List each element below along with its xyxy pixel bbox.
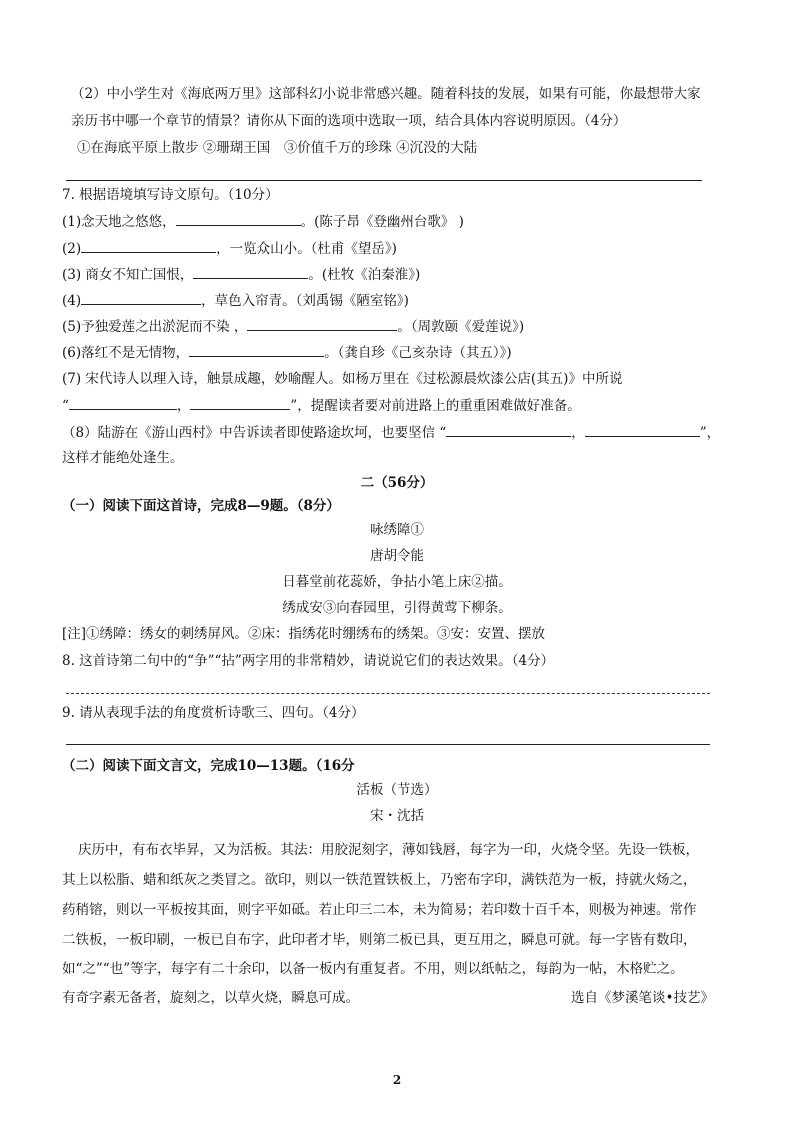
prose-line: 庆历中，有布衣毕昇，又为活板。其法：用胶泥刻字，薄如钱唇，每字为一印，火烧令坚。先设一铁板， xyxy=(78,842,699,858)
q7-item-3 xyxy=(62,264,420,285)
comma: ， xyxy=(571,425,585,441)
q7-item-5-source: 。（周敦颐《爱莲说》) xyxy=(397,319,525,335)
q7-item-5-text: (5)予独爱莲之出淤泥而不染 ， xyxy=(62,319,248,335)
fill-blank[interactable] xyxy=(193,264,308,279)
q7-title: 7. 根据语境填写诗文原句。（10分） xyxy=(62,187,279,203)
q7-item-8-cont: 这样才能绝处逢生。 xyxy=(62,450,184,466)
prose-line: 如“之”“也”等字，每字有二十余印，以备一板内有重复者。不用，则以纸帖之，每韵为一帖，木格贮之。 xyxy=(62,961,684,977)
q7-item-2 xyxy=(62,238,397,259)
prose-line: 二铁板，一板印刷，一板已自布字，此印者才毕，则第二板已具，更互用之，瞬息可就。每一字皆有数印， xyxy=(62,932,697,948)
prose-line: 有奇字素无备者，旋刻之，以草火烧，瞬息可成。 xyxy=(62,990,359,1006)
q7-item-1-source: 。(陈子昂《登幽州台歌》 ) xyxy=(300,214,464,230)
q7-item-2-text: ，一览众山小。（杜甫《望岳》) xyxy=(216,241,397,257)
q7-item-3-source: 。(杜牧《泊秦淮》) xyxy=(308,267,421,283)
q7-item-2-num: (2) xyxy=(62,241,82,257)
q7-item-6-source: 。（龚自珍《己亥杂诗（其五）》) xyxy=(324,345,512,361)
q6-2-line1: （2）中小学生对《海底两万里》这部科幻小说非常感兴趣。随着科技的发展，如果有可能，你最想带大家 xyxy=(71,86,701,102)
fill-blank[interactable] xyxy=(585,422,700,437)
fill-blank[interactable] xyxy=(176,211,301,226)
q7-item-7: (7) 宋代诗人以理入诗，触景成趣，妙喻醒人。如杨万里在《过松源晨炊漆公店(其五)》中所说 xyxy=(62,371,623,387)
quote-open: “ xyxy=(62,398,69,414)
q7-item-4-text: ，草色入帘青。（刘禹锡《陋室铭》) xyxy=(201,293,409,309)
poem-notes: [注]①绣障：绣女的刺绣屏风。②床：指绣花时绷绣布的绣架。③安：安置、摆放 xyxy=(62,626,546,642)
q7-item-4 xyxy=(62,290,409,311)
answer-line xyxy=(66,744,710,745)
fill-blank[interactable] xyxy=(189,342,324,357)
q8: 8. 这首诗第二句中的“争”“拈”两字用的非常精妙，请说说它们的表达效果。（4分） xyxy=(62,653,555,669)
part2-heading: （二）阅读下面文言文，完成10—13题。（16分 xyxy=(62,758,355,774)
q9: 9. 请从表现手法的角度赏析诗歌三、四句。（4分） xyxy=(62,705,365,721)
prose-line: 其上以松脂、蜡和纸灰之类冒之。欲印，则以一铁范置铁板上，乃密布字印，满铁范为一板，持就火炀之， xyxy=(62,872,697,888)
poem-line-2: 绣成安③向春园里，引得黄莺下柳条。 xyxy=(282,600,512,616)
q7-item-4-num: (4) xyxy=(62,293,82,309)
prose-author: 宋・沈括 xyxy=(370,808,424,824)
poem-author: 唐胡令能 xyxy=(370,548,424,564)
q7-item-8-text: （8）陆游在《游山西村》中告诉读者即使路途坎坷，也要坚信 “ xyxy=(62,425,447,441)
page-number: 2 xyxy=(392,1073,402,1087)
fill-blank[interactable] xyxy=(247,316,397,331)
q7-item-6 xyxy=(62,342,512,363)
q7-item-7-end: ”，提醒读者要对前进路上的重重困难做好准备。 xyxy=(290,398,581,414)
q7-item-7-cont xyxy=(62,395,581,416)
q7-item-6-text: (6)落红不是无情物， xyxy=(62,345,190,361)
q7-item-1-text: (1)念天地之悠悠， xyxy=(62,214,176,230)
prose-line: 药稍镕，则以一平板按其面，则字平如砥。若止印三二本，未为简易；若印数十百千本，则极为神速。常作 xyxy=(62,902,697,918)
q7-item-3-text: (3) 商女不知亡国恨， xyxy=(62,267,194,283)
q7-item-8 xyxy=(62,422,720,443)
poem-title: 咏绣障① xyxy=(370,522,424,538)
fill-blank[interactable] xyxy=(190,395,290,410)
q6-2-line2: 亲历书中哪一个章节的情景？请你从下面的选项中选取一项，结合具体内容说明原因。（4分） xyxy=(71,113,627,129)
fill-blank[interactable] xyxy=(69,395,177,410)
fill-blank[interactable] xyxy=(446,422,571,437)
answer-line xyxy=(66,693,710,694)
section-heading: 二（56分） xyxy=(360,475,434,491)
q7-item-8-end: ”， xyxy=(699,425,721,441)
q6-2-options: ①在海底平原上散步 ②珊瑚王国 ③价值千万的珍珠 ④沉没的大陆 xyxy=(77,140,478,156)
q7-item-5 xyxy=(62,316,524,337)
answer-line xyxy=(66,180,702,181)
comma: ， xyxy=(176,398,191,414)
poem-line-1: 日暮堂前花蕊娇，争拈小笔上床②描。 xyxy=(282,574,512,590)
fill-blank[interactable] xyxy=(81,290,201,305)
part1-heading: （一）阅读下面这首诗，完成8—9题。（8分） xyxy=(62,498,340,514)
fill-blank[interactable] xyxy=(81,238,216,253)
prose-title: 活板（节选） xyxy=(356,782,438,798)
q7-item-1 xyxy=(62,211,464,232)
prose-source: 选自《梦溪笔谈•技艺》 xyxy=(571,990,714,1006)
